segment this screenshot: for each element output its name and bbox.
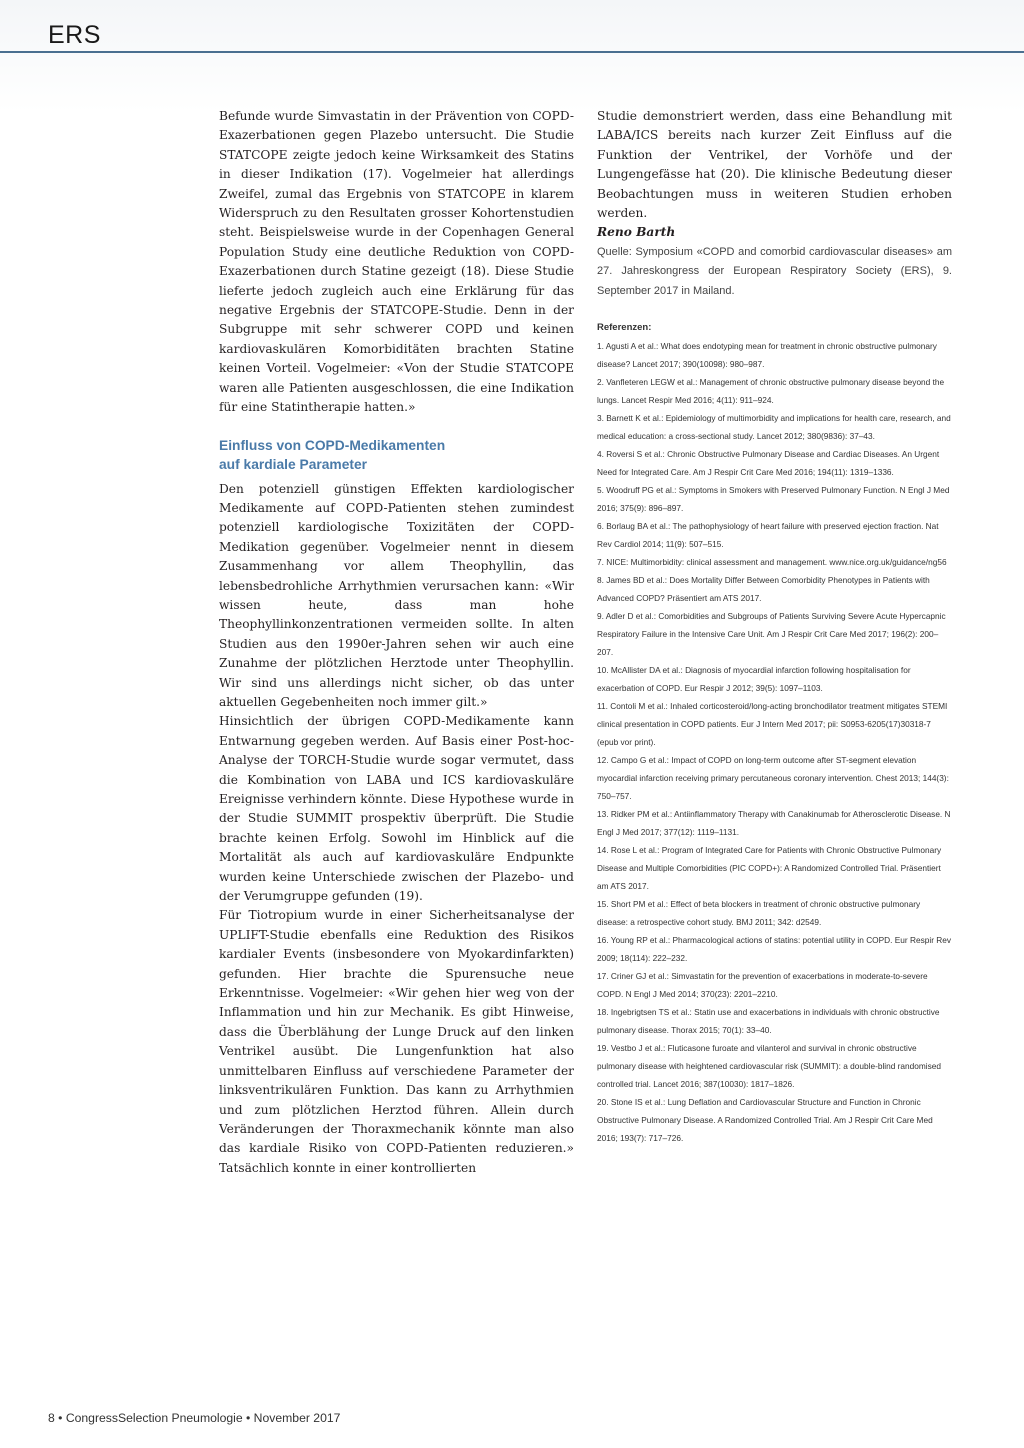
reference-item: 8. James BD et al.: Does Mortality Differ Between Comorbidity Phenotypes in Patients with Advanced COPD? Präsentiert am ATS 2017. xyxy=(597,575,930,604)
body-paragraph: Studie demonstriert werden, dass eine Behandlung mit LABA/ICS bereits nach kurzer Zeit Einfluss auf die Funktion der Ventrikel, der Vorhöfe und der Lungengefässe hat (20). Die klinische Bedeutung dieser Beobachtungen muss in weiteren Studien erhoben werden. xyxy=(597,109,952,221)
section-heading xyxy=(219,436,574,474)
reference-item: 18. Ingebrigtsen TS et al.: Statin use and exacerbations in individuals with chronic obstructive pulmonary disease. Thorax 2015; 70(1): 33–40. xyxy=(597,1007,940,1036)
left-column xyxy=(219,107,574,1178)
body-paragraph: Den potenziell günstigen Effekten kardiologischer Medikamente auf COPD-Patienten stehen zumindest potenziell kardiologische Toxizitäten der COPD-Medikation gegenüber. Vogelmeier nennt in diesem Zusammenhang vor allem Theophyllin, das lebensbedrohliche Arrhythmien verursachen kann: «Wir wissen heute, dass man hohe Theophyllinkonzentrationen vermeiden sollte. In alten Studien aus den 1990er-Jahren sehen wir auch eine Zunahme der plötzlichen Herztode unter Theophyllin. Wir sind uns allerdings nicht sicher, ob das unter aktuellen Gegebenheiten noch immer gilt.» xyxy=(219,481,574,709)
reference-item: 9. Adler D et al.: Comorbidities and Subgroups of Patients Surviving Severe Acute Hypercapnic Respiratory Failure in the Intensive Care Unit. Am J Respir Crit Care Med 2017; 196(2): 200–207. xyxy=(597,611,946,658)
header-title: ERS xyxy=(48,21,101,49)
reference-item: 11. Contoli M et al.: Inhaled corticosteroid/long-acting bronchodilator treatment mitigates STEMI clinical presentation in COPD patients. Eur J Intern Med 2017; pii: S0953-6205(17)30318-7 (epub vor print). xyxy=(597,701,948,748)
reference-item: 14. Rose L et al.: Program of Integrated Care for Patients with Chronic Obstructive Pulmonary Disease and Multiple Comorbidities (PIC COPD+): A Randomized Controlled Trial. Präsentiert am ATS 2017. xyxy=(597,845,942,892)
reference-item: 2. Vanfleteren LEGW et al.: Management of chronic obstructive pulmonary disease beyond the lungs. Lancet Respir Med 2016; 4(11): 911–924. xyxy=(597,377,945,406)
header-rule xyxy=(0,51,1024,53)
body-paragraph: Für Tiotropium wurde in einer Sicherheitsanalyse der UPLIFT-Studie ebenfalls eine Reduktion des Risikos kardialer Events (insbesondere von Myokardinfarkten) gefunden. Hier brachte die Spurensuche neue Erkenntnisse. Vogelmeier: «Wir gehen hier weg von der Inflammation und hin zur Mechanik. Es gibt Hinweise, dass die Überblähung der Lunge Druck auf den linken Ventrikel ausübt. Die Lungenfunktion hat also unmittelbaren Einfluss auf verschiedene Parameter der linksventrikulären Funktion. Das kann zu Arrhythmien und zum plötzlichen Herztod führen. Allein durch Veränderungen der Thoraxmechanik könnte man also das kardiale Risiko von COPD-Patienten reduzieren.» Tatsächlich konnte in einer kontrollierten xyxy=(219,908,574,1175)
reference-item: 20. Stone IS et al.: Lung Deflation and Cardiovascular Structure and Function in Chronic Obstructive Pulmonary Disease. A Randomized Controlled Trial. Am J Respir Crit Care Med 2016; 193(7): 717–726. xyxy=(597,1097,933,1144)
author-signature: Reno Barth xyxy=(597,225,676,240)
reference-item: 12. Campo G et al.: Impact of COPD on long-term outcome after ST-segment elevation myocardial infarction receiving primary percutaneous coronary intervention. Chest 2013; 144(3): 750–757. xyxy=(597,755,949,802)
reference-item: 1. Agusti A et al.: What does endotyping mean for treatment in chronic obstructive pulmonary disease? Lancet 2017; 390(10098): 980–987. xyxy=(597,341,937,370)
section-heading-line: Einfluss von COPD-Medikamenten xyxy=(219,437,446,453)
reference-item: 13. Ridker PM et al.: Antiinflammatory Therapy with Canakinumab for Atherosclerotic Disease. N Engl J Med 2017; 377(12): 1119–1131. xyxy=(597,809,951,838)
page-footer: 8 • CongressSelection Pneumologie • November 2017 xyxy=(48,1411,341,1425)
reference-item: 17. Criner GJ et al.: Simvastatin for the prevention of exacerbations in moderate-to-severe COPD. N Engl J Med 2014; 370(23): 2201–2210. xyxy=(597,971,928,1000)
header-band xyxy=(0,0,1024,112)
reference-item: 19. Vestbo J et al.: Fluticasone furoate and vilanterol and survival in chronic obstructive pulmonary disease with heightened cardiovascular risk (SUMMIT): a double-blind randomised controlled trial. Lancet 2016; 387(10030): 1817–1826. xyxy=(597,1043,942,1090)
reference-item: 7. NICE: Multimorbidity: clinical assessment and management. www.nice.org.uk/guidance/ng56 xyxy=(597,557,947,568)
source-note: Quelle: Symposium «COPD and comorbid cardiovascular diseases» am 27. Jahreskongress der European Respiratory Society (ERS), 9. September 2017 in Mailand. xyxy=(597,245,952,297)
reference-item: 4. Roversi S et al.: Chronic Obstructive Pulmonary Disease and Cardiac Diseases. An Urgent Need for Integrated Care. Am J Respir Crit Care Med 2016; 194(11): 1319–1336. xyxy=(597,449,940,478)
references-heading: Referenzen: xyxy=(597,322,652,334)
reference-item: 15. Short PM et al.: Effect of beta blockers in treatment of chronic obstructive pulmonary disease: a retrospective cohort study. BMJ 2011; 342: d2549. xyxy=(597,899,921,928)
right-column xyxy=(597,107,952,1147)
reference-item: 3. Barnett K et al.: Epidemiology of multimorbidity and implications for health care, research, and medical education: a cross-sectional study. Lancet 2012; 380(9836): 37–43. xyxy=(597,413,951,442)
reference-item: 6. Borlaug BA et al.: The pathophysiology of heart failure with preserved ejection fraction. Nat Rev Cardiol 2014; 11(9): 507–515. xyxy=(597,521,939,550)
body-paragraph: Hinsichtlich der übrigen COPD-Medikamente kann Entwarnung gegeben werden. Auf Basis einer Post-hoc-Analyse der TORCH-Studie wurde sogar vermutet, dass die Kombination von LABA und ICS kardiovaskuläre Ereignisse verhindern könnte. Diese Hypothese wurde in der Studie SUMMIT prospektiv überprüft. Die Studie brachte keinen Erfolg. Sowohl im Hinblick auf die Mortalität als auch auf kardiovaskuläre Endpunkte wurden keine Unterschiede zwischen der Plazebo- und der Verumgruppe gefunden (19). xyxy=(219,714,574,904)
reference-item: 16. Young RP et al.: Pharmacological actions of statins: potential utility in COPD. Eur Respir Rev 2009; 18(114): 222–232. xyxy=(597,935,952,964)
body-paragraph: Befunde wurde Simvastatin in der Prävention von COPD-Exazerbationen gegen Plazebo untersucht. Die Studie STATCOPE zeigte jedoch keine Wirksamkeit des Statins in dieser Indikation (17). Vogelmeier hat allerdings Zweifel, zumal das Ergebnis von STATCOPE in klarem Widerspruch zu den Resultaten grosser Kohortenstudien steht. Beispielsweise wurde in der Copenhagen General Population Study eine deutliche Reduktion von COPD-Exazerbationen durch Statine gezeigt (18). Diese Studie lieferte jedoch zugleich auch eine Erklärung für das negative Ergebnis der STATCOPE-Studie. Denn in der Subgruppe mit sehr schwerer COPD und keinen kardiovaskulären Komorbiditäten brachten Statine keinen Vorteil. Vogelmeier: «Von der Studie STATCOPE waren alle Patienten ausgeschlossen, die eine Indikation für eine Statintherapie hatten.» xyxy=(219,109,574,415)
references-list xyxy=(597,337,952,1147)
reference-item: 5. Woodruff PG et al.: Symptoms in Smokers with Preserved Pulmonary Function. N Engl J Med 2016; 375(9): 896–897. xyxy=(597,485,950,514)
section-heading-line: auf kardiale Parameter xyxy=(219,456,368,472)
reference-item: 10. McAllister DA et al.: Diagnosis of myocardial infarction following hospitalisation for exacerbation of COPD. Eur Respir J 2012; 39(5): 1097–1103. xyxy=(597,665,911,694)
